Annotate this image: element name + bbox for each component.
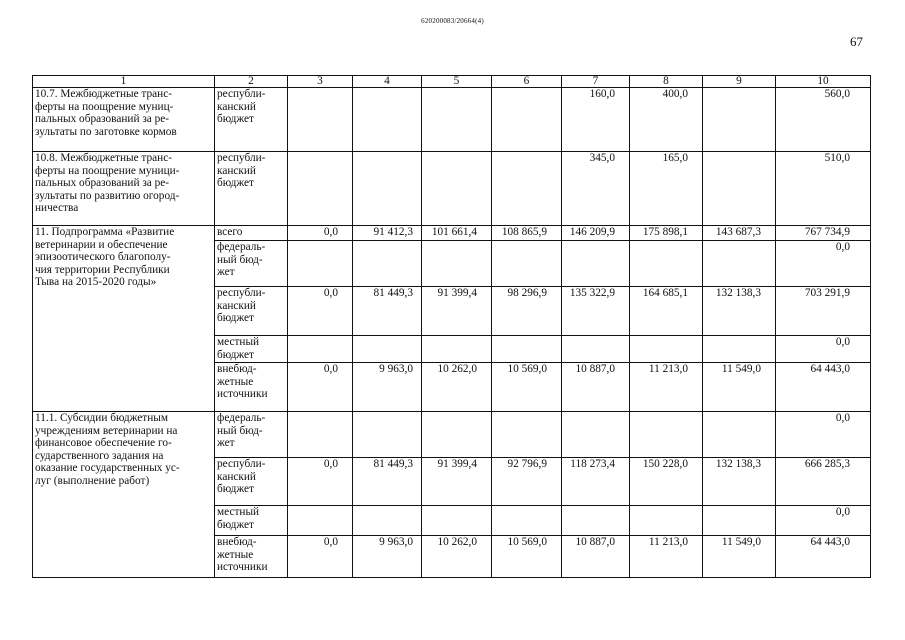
value-cell: 0,0 (288, 287, 353, 336)
funding-source: местный бюджет (215, 506, 288, 536)
table-row (33, 412, 871, 458)
value-cell: 0,0 (288, 458, 353, 506)
column-header: 5 (422, 76, 492, 88)
value-cell: 98 296,9 (492, 287, 562, 336)
value-cell (562, 506, 630, 536)
value-cell: 560,0 (776, 88, 871, 152)
value-cell (562, 412, 630, 458)
column-header-row (33, 76, 871, 88)
value-cell: 666 285,3 (776, 458, 871, 506)
funding-source: всего (215, 226, 288, 241)
value-cell: 132 138,3 (703, 287, 776, 336)
value-cell: 91 399,4 (422, 458, 492, 506)
value-cell: 0,0 (288, 226, 353, 241)
funding-source: внебюд- жетные источники (215, 363, 288, 412)
value-cell (422, 336, 492, 363)
value-cell (492, 412, 562, 458)
value-cell (630, 506, 703, 536)
value-cell: 767 734,9 (776, 226, 871, 241)
column-header: 6 (492, 76, 562, 88)
value-cell (492, 241, 562, 287)
value-cell: 11 549,0 (703, 536, 776, 578)
value-cell: 510,0 (776, 152, 871, 226)
value-cell: 0,0 (776, 412, 871, 458)
page-number: 67 (850, 34, 863, 49)
value-cell (422, 412, 492, 458)
value-cell: 10 569,0 (492, 536, 562, 578)
row-description: 10.8. Межбюджетные транс- ферты на поощрение муници- пальных образований за ре- зультаты по развитию огород- ничества (33, 152, 215, 226)
table-row (33, 226, 871, 241)
value-cell: 175 898,1 (630, 226, 703, 241)
value-cell: 135 322,9 (562, 287, 630, 336)
value-cell: 132 138,3 (703, 458, 776, 506)
funding-source: федераль- ный бюд- жет (215, 412, 288, 458)
value-cell: 101 661,4 (422, 226, 492, 241)
value-cell (703, 506, 776, 536)
value-cell: 0,0 (776, 506, 871, 536)
value-cell (562, 336, 630, 363)
value-cell: 64 443,0 (776, 536, 871, 578)
value-cell (630, 412, 703, 458)
value-cell (353, 88, 422, 152)
funding-source: местный бюджет (215, 336, 288, 363)
value-cell (288, 88, 353, 152)
value-cell: 81 449,3 (353, 458, 422, 506)
value-cell (630, 336, 703, 363)
value-cell: 164 685,1 (630, 287, 703, 336)
value-cell (703, 241, 776, 287)
value-cell (703, 152, 776, 226)
value-cell (630, 241, 703, 287)
table-row (33, 88, 871, 152)
row-description: 11. Подпрограмма «Развитие ветеринарии и обеспечение эпизоотического благополу- чия территории Республики Тыва на 2015-2020 годы» (33, 226, 215, 412)
value-cell: 11 213,0 (630, 363, 703, 412)
column-header: 7 (562, 76, 630, 88)
column-header: 4 (353, 76, 422, 88)
document-id: 620200083/20664(4) (421, 17, 484, 25)
value-cell (288, 241, 353, 287)
value-cell (288, 506, 353, 536)
value-cell: 10 569,0 (492, 363, 562, 412)
table-body (33, 88, 871, 578)
value-cell (288, 412, 353, 458)
value-cell: 118 273,4 (562, 458, 630, 506)
value-cell: 400,0 (630, 88, 703, 152)
value-cell: 108 865,9 (492, 226, 562, 241)
value-cell (422, 241, 492, 287)
column-header: 1 (33, 76, 215, 88)
funding-source: республи- канский бюджет (215, 287, 288, 336)
value-cell (703, 88, 776, 152)
value-cell: 10 887,0 (562, 363, 630, 412)
value-cell: 0,0 (288, 363, 353, 412)
value-cell (703, 336, 776, 363)
value-cell (288, 336, 353, 363)
funding-source: внебюд- жетные источники (215, 536, 288, 578)
value-cell (492, 506, 562, 536)
column-header: 2 (215, 76, 288, 88)
row-description: 10.7. Межбюджетные транс- ферты на поощрение муниц- пальных образований за ре- зультаты по заготовке кормов (33, 88, 215, 152)
value-cell (288, 152, 353, 226)
row-description: 11.1. Субсидии бюджетным учреждениям ветеринарии на финансовое обеспечение го- сударственного задания на оказание государственных ус- луг (выполнение работ) (33, 412, 215, 578)
value-cell: 10 262,0 (422, 363, 492, 412)
value-cell (492, 152, 562, 226)
funding-source: республи- канский бюджет (215, 88, 288, 152)
value-cell (562, 241, 630, 287)
value-cell: 91 399,4 (422, 287, 492, 336)
value-cell: 91 412,3 (353, 226, 422, 241)
value-cell: 64 443,0 (776, 363, 871, 412)
value-cell (422, 152, 492, 226)
value-cell (703, 412, 776, 458)
value-cell: 703 291,9 (776, 287, 871, 336)
value-cell: 81 449,3 (353, 287, 422, 336)
value-cell (422, 506, 492, 536)
value-cell (492, 88, 562, 152)
value-cell: 143 687,3 (703, 226, 776, 241)
value-cell: 9 963,0 (353, 536, 422, 578)
value-cell (353, 241, 422, 287)
value-cell: 11 213,0 (630, 536, 703, 578)
value-cell: 160,0 (562, 88, 630, 152)
value-cell: 9 963,0 (353, 363, 422, 412)
column-header: 3 (288, 76, 353, 88)
value-cell: 146 209,9 (562, 226, 630, 241)
value-cell: 92 796,9 (492, 458, 562, 506)
column-header: 10 (776, 76, 871, 88)
value-cell: 10 887,0 (562, 536, 630, 578)
funding-source: республи- канский бюджет (215, 152, 288, 226)
funding-source: республи- канский бюджет (215, 458, 288, 506)
value-cell: 0,0 (776, 241, 871, 287)
value-cell (353, 336, 422, 363)
value-cell: 10 262,0 (422, 536, 492, 578)
value-cell (422, 88, 492, 152)
value-cell (353, 152, 422, 226)
value-cell: 11 549,0 (703, 363, 776, 412)
column-header: 8 (630, 76, 703, 88)
value-cell: 150 228,0 (630, 458, 703, 506)
value-cell: 345,0 (562, 152, 630, 226)
value-cell: 0,0 (288, 536, 353, 578)
value-cell (492, 336, 562, 363)
value-cell: 0,0 (776, 336, 871, 363)
budget-table (32, 75, 871, 578)
value-cell (353, 506, 422, 536)
value-cell: 165,0 (630, 152, 703, 226)
table-row (33, 152, 871, 226)
value-cell (353, 412, 422, 458)
funding-source: федераль- ный бюд- жет (215, 241, 288, 287)
column-header: 9 (703, 76, 776, 88)
